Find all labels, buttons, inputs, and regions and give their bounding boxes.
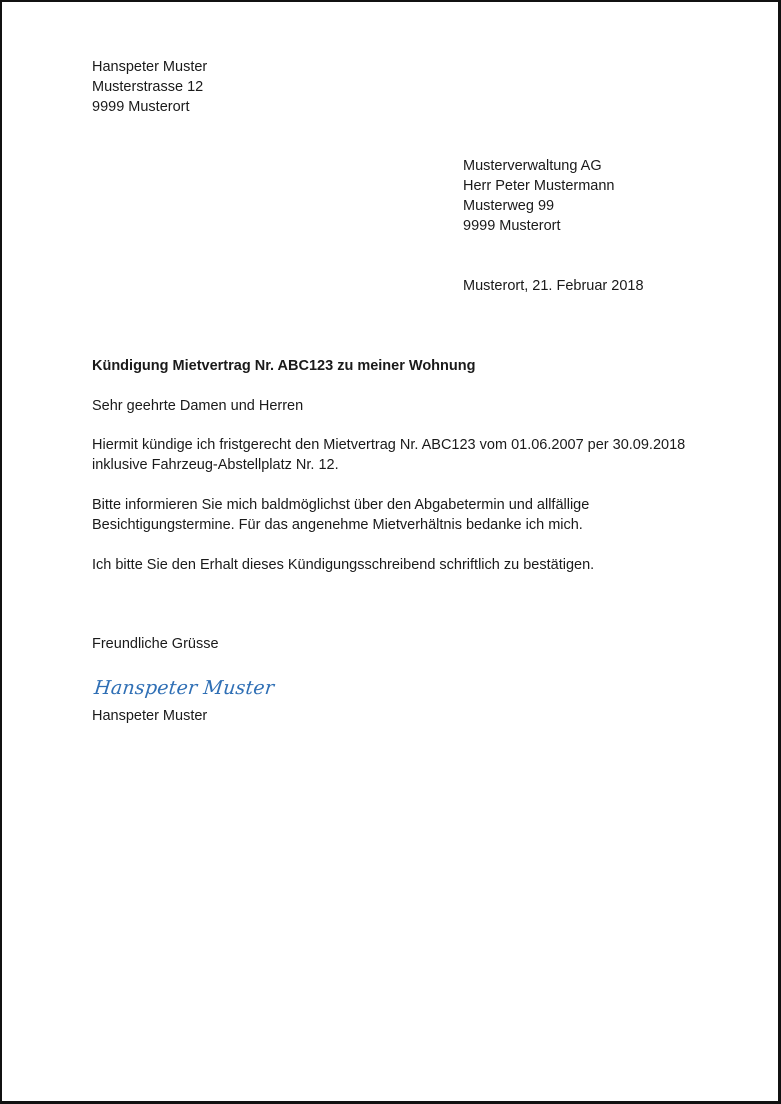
salutation-text: Sehr geehrte Damen und Herren: [92, 398, 304, 414]
paragraph-line: inklusive Fahrzeug-Abstellplatz Nr. 12.: [92, 457, 339, 473]
paragraph-line: Hiermit kündige ich fristgerecht den Mietvertrag Nr. ABC123 vom 01.06.2007 per 30.09.2018: [92, 437, 686, 453]
letter-closing: [92, 634, 219, 654]
recipient-street: Musterweg 99: [463, 198, 555, 214]
letter-salutation: [92, 396, 303, 416]
signer-name: [92, 706, 207, 726]
signer-name-text: Hanspeter Muster: [92, 708, 208, 724]
handwritten-signature: [93, 676, 275, 700]
signature-text: Hanspeter Muster: [93, 677, 276, 699]
paragraph-line: Besichtigungstermine. Für das angenehme Mietverhältnis bedanke ich mich.: [92, 517, 583, 533]
letter-subject: [92, 356, 475, 376]
recipient-address: [463, 156, 615, 236]
paragraph-confirmation: [92, 555, 594, 575]
recipient-company: Musterverwaltung AG: [463, 158, 602, 174]
paragraph-termination: [92, 435, 685, 475]
recipient-city: 9999 Musterort: [463, 218, 561, 234]
subject-text: Kündigung Mietvertrag Nr. ABC123 zu meiner Wohnung: [92, 358, 476, 374]
recipient-contact: Herr Peter Mustermann: [463, 178, 615, 194]
paragraph-line: Ich bitte Sie den Erhalt dieses Kündigungsschreibend schriftlich zu bestätigen.: [92, 557, 595, 573]
paragraph-line: Bitte informieren Sie mich baldmöglichst über den Abgabetermin und allfällige: [92, 497, 590, 513]
sender-city: 9999 Musterort: [92, 99, 190, 115]
paragraph-handover: [92, 495, 589, 535]
sender-address: [92, 57, 207, 117]
sender-name: Hanspeter Muster: [92, 59, 208, 75]
date-text: Musterort, 21. Februar 2018: [463, 278, 644, 294]
sender-street: Musterstrasse 12: [92, 79, 204, 95]
letter-date: [463, 276, 644, 296]
closing-text: Freundliche Grüsse: [92, 636, 219, 652]
